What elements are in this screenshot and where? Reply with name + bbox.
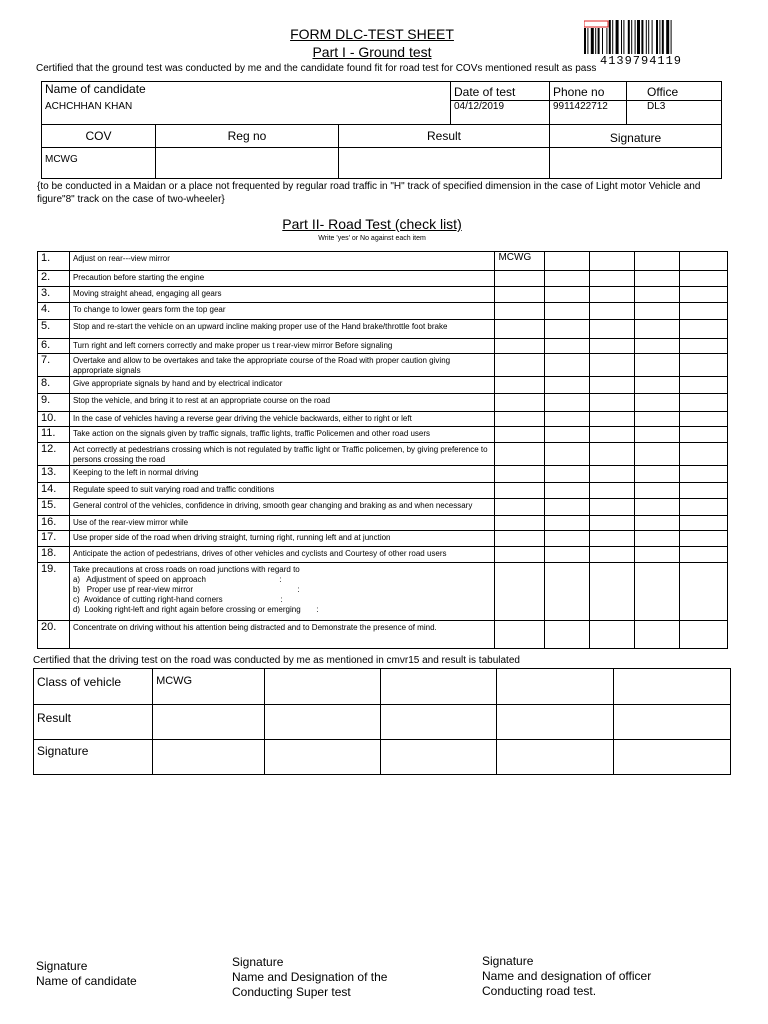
signature-value bbox=[550, 148, 722, 179]
super-test-designation-label: Name and Designation of the bbox=[232, 970, 388, 984]
checklist-item-label: Turn right and left corners correctly and make proper us t rear-view mirror Before signaling bbox=[72, 341, 393, 350]
checklist-answer-cell bbox=[635, 516, 680, 531]
checklist-answer-cell bbox=[680, 563, 728, 621]
checklist-item-text bbox=[69, 339, 495, 354]
ground-test-table bbox=[41, 81, 722, 179]
checklist-answer-cell bbox=[545, 466, 590, 483]
checklist-item-text bbox=[69, 483, 495, 499]
checklist-answer-cell bbox=[495, 466, 545, 483]
super-test-conducting-label: Conducting Super test bbox=[232, 985, 351, 999]
header-signature: Signature bbox=[550, 125, 722, 148]
checklist-answer-cell bbox=[495, 303, 545, 320]
checklist-item-number: 11. bbox=[38, 427, 70, 443]
ground-test-note: {to be conducted in a Maidan or a place not frequented by regular road traffic in "H" track of specified dimension in the case of Light motor Vehicle and figure"8" track on the case of two-wheeler} bbox=[37, 181, 701, 205]
checklist-answer-cell bbox=[590, 377, 635, 394]
signature-label: Signature bbox=[34, 740, 153, 775]
checklist-item-label: Use of the rear-view mirror while bbox=[72, 518, 189, 527]
checklist-answer-cell bbox=[635, 427, 680, 443]
checklist-answer-cell bbox=[495, 531, 545, 547]
header-reg-no: Reg no bbox=[156, 125, 339, 148]
checklist-item-text bbox=[69, 287, 495, 303]
part1-title: Part I - Ground test bbox=[312, 44, 432, 60]
checklist-answer-cell bbox=[590, 547, 635, 563]
checklist-item-text bbox=[69, 394, 495, 412]
checklist-item-number: 8. bbox=[38, 377, 70, 394]
checklist-answer-cell bbox=[680, 377, 728, 394]
part2-subtitle: Write 'yes' or No against each item bbox=[318, 235, 426, 242]
checklist-answer-cell bbox=[545, 394, 590, 412]
header-result: Result bbox=[339, 125, 550, 148]
checklist-item-number: 1. bbox=[38, 252, 70, 271]
checklist-item-text bbox=[69, 252, 495, 271]
checklist-answer-cell bbox=[680, 303, 728, 320]
checklist-item-label: Stop the vehicle, and bring it to rest at an appropriate course on the road bbox=[72, 396, 331, 405]
checklist-item-text bbox=[69, 621, 495, 649]
checklist-answer-cell bbox=[590, 303, 635, 320]
checklist-answer-cell bbox=[680, 412, 728, 427]
checklist-answer-cell bbox=[590, 354, 635, 377]
checklist-answer-cell bbox=[545, 563, 590, 621]
checklist-answer-cell bbox=[545, 531, 590, 547]
checklist-item-label: Regulate speed to suit varying road and traffic conditions bbox=[72, 485, 275, 494]
checklist-row bbox=[38, 339, 728, 354]
checklist-answer-cell bbox=[680, 287, 728, 303]
result-table bbox=[33, 668, 731, 775]
class-of-vehicle-label: Class of vehicle bbox=[34, 669, 153, 705]
checklist-answer-cell bbox=[680, 252, 728, 271]
checklist-answer-cell bbox=[495, 271, 545, 287]
test-date-value: 04/12/2019 bbox=[451, 101, 550, 125]
checklist-answer-cell bbox=[635, 252, 680, 271]
checklist-item-number: 6. bbox=[38, 339, 70, 354]
result-value bbox=[339, 148, 550, 179]
office-value: DL3 bbox=[627, 101, 722, 125]
checklist-answer-cell bbox=[635, 531, 680, 547]
checklist-item-label: Concentrate on driving without his attention being distracted and to Demonstrate the presence of mind. bbox=[72, 623, 437, 632]
part2-title: Part II- Road Test (check list) bbox=[282, 216, 462, 232]
checklist-item-number: 12. bbox=[38, 443, 70, 466]
checklist-answer-cell bbox=[590, 466, 635, 483]
checklist-answer-cell bbox=[680, 394, 728, 412]
super-test-signature-block bbox=[232, 955, 387, 1000]
checklist-item-label: Keeping to the left in normal driving bbox=[72, 468, 199, 477]
checklist-item-label: Act correctly at pedestrians crossing which is not regulated by traffic light or Traffic policemen, by giving preference to persons crossing the road bbox=[72, 445, 488, 464]
phone-value: 9911422712 bbox=[550, 101, 627, 125]
checklist-answer-cell bbox=[635, 354, 680, 377]
reg-no-value bbox=[156, 148, 339, 179]
checklist-item-label: Precaution before starting the engine bbox=[72, 273, 205, 282]
checklist-answer-cell bbox=[495, 563, 545, 621]
form-title: FORM DLC-TEST SHEET bbox=[290, 26, 454, 42]
checklist-answer-cell bbox=[495, 516, 545, 531]
checklist-row bbox=[38, 483, 728, 499]
checklist-subitem: b) Proper use pf rear-view mirror : bbox=[72, 585, 300, 594]
checklist-answer-cell bbox=[545, 427, 590, 443]
checklist-item-label: Use proper side of the road when driving straight, turning right, running left and at junction bbox=[72, 533, 391, 542]
header-cov: COV bbox=[42, 125, 156, 148]
checklist-item-number: 4. bbox=[38, 303, 70, 320]
checklist-item-text bbox=[69, 563, 495, 621]
checklist-row bbox=[38, 563, 728, 621]
header-phone-no: Phone no bbox=[550, 82, 627, 101]
checklist-answer-cell bbox=[680, 547, 728, 563]
officer-signature-block bbox=[482, 954, 651, 999]
checklist-subitem: d) Looking right-left and right again before crossing or emerging : bbox=[72, 605, 319, 614]
checklist-answer-cell bbox=[545, 339, 590, 354]
checklist-answer-cell bbox=[590, 531, 635, 547]
checklist-item-label: Anticipate the action of pedestrians, drives of other vehicles and cyclists and Courtesy of other road users bbox=[72, 549, 447, 558]
checklist-item-text bbox=[69, 354, 495, 377]
checklist-item-text bbox=[69, 547, 495, 563]
checklist-item-text bbox=[69, 531, 495, 547]
checklist-item-text bbox=[69, 320, 495, 339]
checklist-row bbox=[38, 377, 728, 394]
checklist-answer-cell bbox=[590, 516, 635, 531]
checklist-answer-cell bbox=[495, 547, 545, 563]
checklist-answer-cell bbox=[590, 427, 635, 443]
checklist-answer-cell bbox=[635, 499, 680, 516]
checklist-item-text bbox=[69, 427, 495, 443]
checklist-answer-cell bbox=[495, 443, 545, 466]
checklist-item-number: 5. bbox=[38, 320, 70, 339]
checklist-answer-cell bbox=[680, 466, 728, 483]
header-date-of-test: Date of test bbox=[451, 82, 550, 101]
checklist-answer-cell bbox=[680, 271, 728, 287]
checklist-answer-cell bbox=[635, 287, 680, 303]
checklist-item-number: 16. bbox=[38, 516, 70, 531]
checklist-answer-cell bbox=[635, 320, 680, 339]
checklist-answer-cell bbox=[495, 621, 545, 649]
checklist-subitem: a) Adjustment of speed on approach : bbox=[72, 575, 282, 584]
checklist-answer-cell bbox=[635, 339, 680, 354]
checklist-answer-cell bbox=[590, 412, 635, 427]
candidate-name-label: Name of candidate bbox=[36, 974, 137, 988]
checklist-answer-cell bbox=[590, 252, 635, 271]
checklist-answer-cell bbox=[680, 516, 728, 531]
checklist-answer-cell bbox=[590, 271, 635, 287]
checklist-answer-cell bbox=[545, 499, 590, 516]
checklist-answer-cell bbox=[590, 621, 635, 649]
checklist-answer-cell bbox=[635, 547, 680, 563]
checklist-answer-cell bbox=[545, 287, 590, 303]
checklist-item-number: 15. bbox=[38, 499, 70, 516]
checklist-answer-cell bbox=[545, 252, 590, 271]
checklist-answer-cell bbox=[545, 412, 590, 427]
checklist-item-number: 17. bbox=[38, 531, 70, 547]
checklist-item-label: Give appropriate signals by hand and by electrical indicator bbox=[72, 379, 283, 388]
checklist-row bbox=[38, 427, 728, 443]
checklist-item-label: Overtake and allow to be overtakes and take the appropriate course of the Road with proper caution giving appropriate signals bbox=[72, 356, 451, 375]
checklist-answer-cell bbox=[635, 483, 680, 499]
checklist-answer-cell: MCWG bbox=[495, 252, 545, 271]
checklist-answer-cell bbox=[635, 412, 680, 427]
checklist-item-text bbox=[69, 516, 495, 531]
checklist-item-label: Take precautions at cross roads on road junctions with regard to bbox=[72, 565, 300, 574]
checklist-answer-cell bbox=[635, 377, 680, 394]
checklist-answer-cell bbox=[495, 499, 545, 516]
checklist-answer-cell bbox=[495, 394, 545, 412]
checklist-answer-cell bbox=[590, 499, 635, 516]
checklist-row bbox=[38, 354, 728, 377]
header-office: Office bbox=[627, 82, 722, 101]
checklist-row bbox=[38, 271, 728, 287]
checklist-answer-cell bbox=[590, 563, 635, 621]
checklist-answer-cell bbox=[545, 516, 590, 531]
road-test-checklist bbox=[37, 251, 728, 649]
super-test-signature-label: Signature bbox=[232, 955, 284, 969]
checklist-answer-cell bbox=[635, 466, 680, 483]
class-of-vehicle-value: MCWG bbox=[153, 669, 265, 705]
checklist-row bbox=[38, 394, 728, 412]
checklist-row bbox=[38, 531, 728, 547]
checklist-answer-cell bbox=[635, 563, 680, 621]
checklist-row bbox=[38, 547, 728, 563]
checklist-item-label: Take action on the signals given by traffic signals, traffic lights, traffic Policemen and other road users bbox=[72, 429, 431, 438]
checklist-item-text bbox=[69, 499, 495, 516]
checklist-answer-cell bbox=[545, 377, 590, 394]
checklist-item-label: Stop and re-start the vehicle on an upward incline making proper use of the Hand brake/throttle foot brake bbox=[72, 322, 448, 331]
checklist-answer-cell bbox=[680, 531, 728, 547]
checklist-row bbox=[38, 621, 728, 649]
checklist-answer-cell bbox=[590, 443, 635, 466]
checklist-item-label: General control of the vehicles, confidence in driving, smooth gear changing and braking as and when necessary bbox=[72, 501, 473, 510]
checklist-answer-cell bbox=[680, 354, 728, 377]
checklist-answer-cell bbox=[495, 412, 545, 427]
result-label: Result bbox=[34, 705, 153, 740]
checklist-answer-cell bbox=[545, 303, 590, 320]
checklist-answer-cell bbox=[680, 427, 728, 443]
checklist-answer-cell bbox=[545, 483, 590, 499]
checklist-answer-cell bbox=[590, 287, 635, 303]
checklist-answer-cell bbox=[545, 621, 590, 649]
checklist-item-number: 10. bbox=[38, 412, 70, 427]
checklist-item-label: Adjust on rear---view mirror bbox=[72, 254, 170, 263]
candidate-signature-block bbox=[36, 959, 137, 989]
checklist-item-number: 20. bbox=[38, 621, 70, 649]
ground-certify-text: Certified that the ground test was conducted by me and the candidate found fit for road test for COVs mentioned result as pass bbox=[36, 63, 597, 74]
checklist-answer-cell bbox=[590, 483, 635, 499]
checklist-row bbox=[38, 516, 728, 531]
checklist-item-text bbox=[69, 303, 495, 320]
checklist-answer-cell bbox=[495, 320, 545, 339]
checklist-answer-cell bbox=[545, 547, 590, 563]
checklist-row bbox=[38, 252, 728, 271]
checklist-row bbox=[38, 287, 728, 303]
checklist-row bbox=[38, 499, 728, 516]
checklist-item-label: Moving straight ahead, engaging all gears bbox=[72, 289, 222, 298]
checklist-answer-cell bbox=[590, 320, 635, 339]
header-name-of-candidate: Name of candidate bbox=[42, 82, 451, 101]
checklist-answer-cell bbox=[590, 339, 635, 354]
checklist-item-number: 19. bbox=[38, 563, 70, 621]
checklist-item-label: To change to lower gears form the top gear bbox=[72, 305, 226, 314]
checklist-row bbox=[38, 466, 728, 483]
checklist-row bbox=[38, 443, 728, 466]
checklist-row bbox=[38, 303, 728, 320]
checklist-item-text bbox=[69, 271, 495, 287]
checklist-answer-cell bbox=[680, 483, 728, 499]
checklist-answer-cell bbox=[635, 271, 680, 287]
checklist-answer-cell bbox=[545, 354, 590, 377]
checklist-answer-cell bbox=[495, 339, 545, 354]
checklist-subitem: c) Avoidance of cutting right-hand corners : bbox=[72, 595, 283, 604]
checklist-answer-cell bbox=[495, 287, 545, 303]
checklist-answer-cell bbox=[495, 354, 545, 377]
checklist-answer-cell bbox=[545, 271, 590, 287]
checklist-item-number: 13. bbox=[38, 466, 70, 483]
checklist-answer-cell bbox=[495, 377, 545, 394]
checklist-answer-cell bbox=[635, 303, 680, 320]
checklist-answer-cell bbox=[635, 621, 680, 649]
checklist-answer-cell bbox=[590, 394, 635, 412]
checklist-answer-cell bbox=[635, 394, 680, 412]
checklist-item-text bbox=[69, 377, 495, 394]
checklist-item-text bbox=[69, 443, 495, 466]
checklist-item-text bbox=[69, 412, 495, 427]
checklist-item-number: 7. bbox=[38, 354, 70, 377]
candidate-name-value: ACHCHHAN KHAN bbox=[42, 101, 451, 125]
checklist-item-number: 9. bbox=[38, 394, 70, 412]
checklist-answer-cell bbox=[680, 320, 728, 339]
checklist-answer-cell bbox=[545, 320, 590, 339]
checklist-item-number: 3. bbox=[38, 287, 70, 303]
checklist-item-number: 18. bbox=[38, 547, 70, 563]
barcode-icon bbox=[584, 20, 722, 54]
cov-value: MCWG bbox=[42, 148, 156, 179]
road-certify-text: Certified that the driving test on the road was conducted by me as mentioned in cmvr15 and result is tabulated bbox=[33, 655, 520, 666]
checklist-answer-cell bbox=[680, 443, 728, 466]
officer-conducting-label: Conducting road test. bbox=[482, 984, 597, 998]
officer-signature-label: Signature bbox=[482, 954, 534, 968]
checklist-item-number: 14. bbox=[38, 483, 70, 499]
checklist-answer-cell bbox=[495, 483, 545, 499]
checklist-answer-cell bbox=[680, 499, 728, 516]
checklist-item-text bbox=[69, 466, 495, 483]
checklist-answer-cell bbox=[680, 339, 728, 354]
checklist-item-number: 2. bbox=[38, 271, 70, 287]
checklist-answer-cell bbox=[545, 443, 590, 466]
checklist-item-label: In the case of vehicles having a reverse gear driving the vehicle backwards, either to right or left bbox=[72, 414, 412, 423]
checklist-answer-cell bbox=[680, 621, 728, 649]
barcode-number: 4139794119 bbox=[600, 54, 683, 68]
officer-designation-label: Name and designation of officer bbox=[482, 969, 652, 983]
candidate-signature-label: Signature bbox=[36, 959, 88, 973]
checklist-answer-cell bbox=[635, 443, 680, 466]
checklist-row bbox=[38, 412, 728, 427]
checklist-row bbox=[38, 320, 728, 339]
checklist-answer-cell bbox=[495, 427, 545, 443]
